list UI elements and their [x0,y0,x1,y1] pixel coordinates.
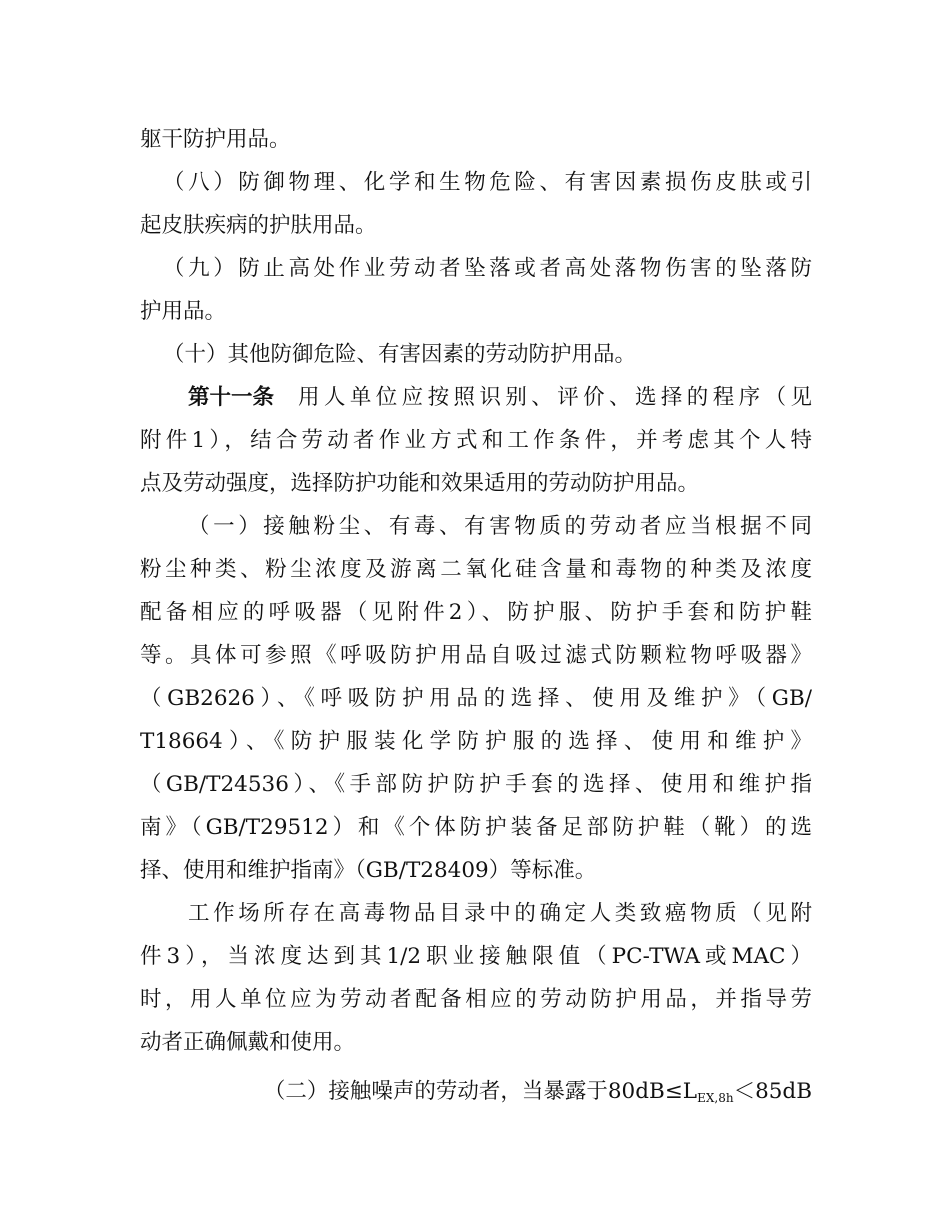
carcinogen-para-line-3: 时，用人单位应为劳动者配备相应的劳动防护用品，并指导劳 [140,987,812,1012]
carcinogen-para-line-4: 动者正确佩戴和使用。 [140,1030,356,1055]
item-one-line-7: （GB/T24536）、《手部防护防护手套的选择、使用和维护指 [140,772,812,797]
item-one-line-5: （GB2626）、《呼吸防护用品的选择、使用及维护》（GB/ [140,686,812,711]
carcinogen-para-line-2: 件3），当浓度达到其1/2职业接触限值（PC-TWA或MAC） [140,944,812,969]
carcinogen-para-line-1: 工作场所存在高毒物品目录中的确定人类致癌物质（见附 [188,901,812,926]
item-eight-line-2: 起皮肤疾病的护肤用品。 [140,213,377,238]
item-nine-line-1: （九）防止高处作业劳动者坠落或者高处落物伤害的坠落防 [163,256,812,281]
item-nine-line-2: 护用品。 [140,299,227,324]
article-eleven-line-3: 点及劳动强度，选择防护功能和效果适用的劳动防护用品。 [140,471,700,496]
item-one-line-6: T18664）、《防护服装化学防护服的选择、使用和维护》 [140,729,812,754]
item-ten-line: （十）其他防御危险、有害因素的劳动防护用品。 [163,342,637,367]
article-eleven-line-1: 用人单位应按照识别、评价、选择的程序（见 [298,385,812,410]
item-one-line-9: 择、使用和维护指南》（GB/T28409）等标准。 [140,858,597,883]
exposure-subscript: EX,8h [697,1091,734,1105]
item-one-line-1: （一）接触粉尘、有毒、有害物质的劳动者应当根据不同 [188,514,812,539]
item-one-line-3: 配备相应的呼吸器（见附件2）、防护服、防护手套和防护鞋 [140,600,812,625]
item-two-limit: ＜85dB [733,1079,812,1104]
item-one-line-2: 粉尘种类、粉尘浓度及游离二氧化硅含量和毒物的种类及浓度 [140,557,812,582]
item-one-line-8: 南》（GB/T29512）和《个体防护装备足部防护鞋（靴）的选 [140,815,812,840]
text-line-1: 躯干防护用品。 [140,127,291,152]
article-eleven-label: 第十一条 [188,385,275,410]
item-one-line-4: 等。具体可参照《呼吸防护用品自吸过滤式防颗粒物呼吸器》 [140,643,812,668]
article-eleven-line-2: 附件1），结合劳动者作业方式和工作条件，并考虑其个人特 [140,428,812,453]
item-two-line-1 [188,1077,812,1107]
item-two-text: （二）接触噪声的劳动者，当暴露于80dB≤L [263,1079,698,1104]
item-eight-line-1: （八）防御物理、化学和生物危险、有害因素损伤皮肤或引 [163,170,812,195]
